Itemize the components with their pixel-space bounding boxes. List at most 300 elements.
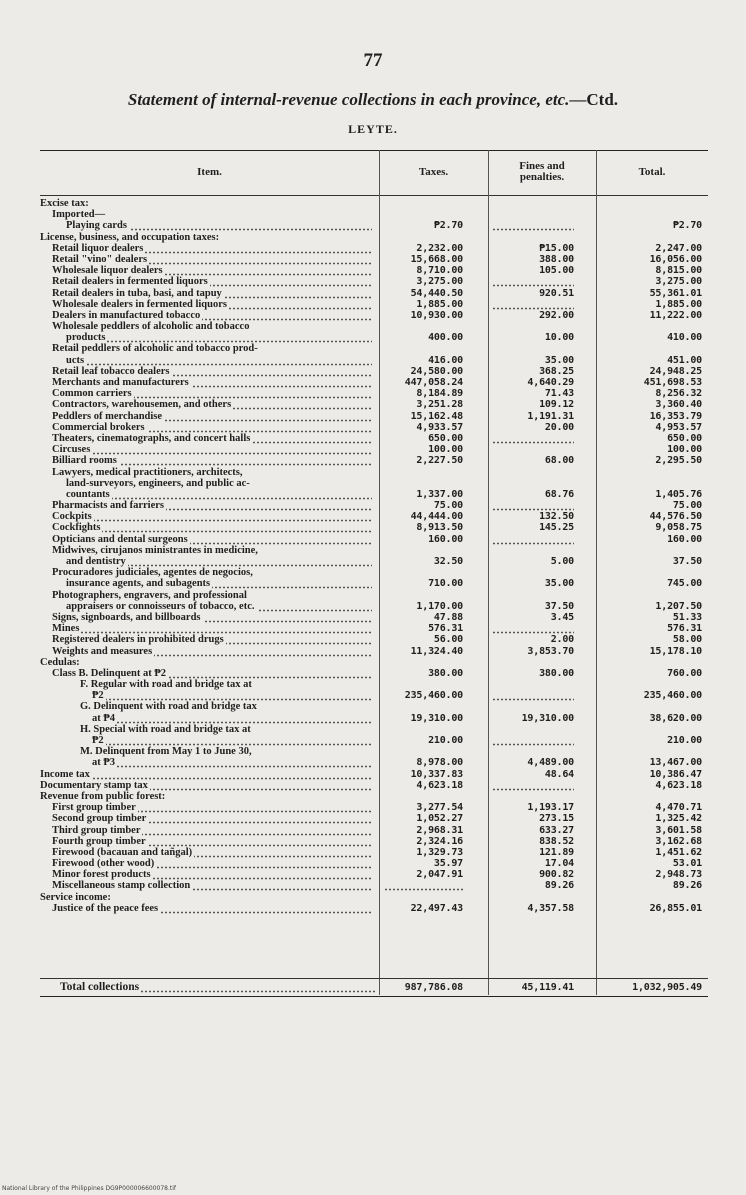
row-taxes: 3,251.28 <box>416 399 463 411</box>
row-label-cell <box>66 332 372 343</box>
row-fines: 89.26 <box>544 880 574 892</box>
row-label-cell <box>52 813 372 824</box>
row-label: countants <box>66 488 110 500</box>
row-label: Theaters, cinematographs, and concert halls <box>52 432 251 444</box>
row-total: 3,360.40 <box>655 399 702 411</box>
table-row <box>40 288 708 299</box>
row-fines: 132.50 <box>539 511 574 523</box>
table-row <box>40 198 708 209</box>
table-row <box>40 444 708 455</box>
row-total: 55,361.01 <box>649 287 702 299</box>
row-total: 44,576.50 <box>649 511 702 523</box>
table-row <box>40 780 708 791</box>
row-taxes: 15,668.00 <box>410 253 463 265</box>
table-row <box>40 646 708 657</box>
page-title <box>0 90 746 110</box>
row-taxes: 56.00 <box>433 634 463 646</box>
row-label: Wholesale liquor dealers <box>52 265 163 277</box>
row-label: Income tax <box>40 768 90 780</box>
row-label-cell <box>52 388 372 399</box>
table-row <box>40 769 708 780</box>
table-row <box>40 232 708 243</box>
row-label-cell <box>52 455 372 466</box>
row-total: 15,178.10 <box>649 645 702 657</box>
row-label-cell <box>52 343 372 354</box>
row-label: Retail leaf tobacco dealers <box>52 365 170 377</box>
row-fines: 68.76 <box>544 488 574 500</box>
row-label-cell <box>52 467 372 478</box>
table-row <box>40 657 708 668</box>
table-row <box>40 534 708 545</box>
row-total: 1,885.00 <box>655 298 702 310</box>
table-row <box>40 299 708 310</box>
row-label-cell <box>52 646 372 657</box>
row-label-cell <box>52 522 372 533</box>
table-row <box>40 511 708 522</box>
table-row <box>40 802 708 813</box>
row-taxes: 22,497.43 <box>410 902 463 914</box>
row-label-cell <box>52 310 372 321</box>
row-taxes: 8,978.00 <box>416 757 463 769</box>
row-fines: 105.00 <box>539 265 574 277</box>
row-total: 1,207.50 <box>655 600 702 612</box>
table-row <box>40 478 708 489</box>
row-label: Pharmacists and farriers <box>52 500 164 512</box>
row-fines: 20.00 <box>544 421 574 433</box>
row-label: Opticians and dental surgeons <box>52 533 188 545</box>
row-taxes: 2,227.50 <box>416 455 463 467</box>
row-fines: 838.52 <box>539 835 574 847</box>
row-fines: 17.04 <box>544 858 574 870</box>
row-fines: 37.50 <box>544 600 574 612</box>
table-row <box>40 265 708 276</box>
row-total: 760.00 <box>667 667 702 679</box>
row-label-cell <box>52 288 372 299</box>
header-fines-line1: Fines and <box>519 160 565 172</box>
row-label-cell <box>52 623 372 634</box>
table-row <box>40 567 708 578</box>
row-label-cell <box>80 679 372 690</box>
row-label-cell <box>52 880 372 891</box>
row-total: 4,953.57 <box>655 421 702 433</box>
row-label-cell <box>52 276 372 287</box>
row-label: appraisers or connoisseurs of tobacco, etc. <box>66 600 255 612</box>
header-total: Total. <box>638 165 666 178</box>
row-label: Miscellaneous stamp collection <box>52 880 191 892</box>
table-row <box>40 601 708 612</box>
row-total: 4,623.18 <box>655 779 702 791</box>
row-taxes: 650.00 <box>428 432 463 444</box>
total-label: Total collections <box>60 982 140 993</box>
row-total: 160.00 <box>667 533 702 545</box>
row-label: Peddlers of merchandise <box>52 410 163 422</box>
table-row <box>40 433 708 444</box>
row-label-cell <box>52 634 372 645</box>
row-taxes: 8,184.89 <box>416 388 463 400</box>
row-label-cell <box>66 355 372 366</box>
page-number: 77 <box>363 50 383 71</box>
row-label: F. Regular with road and bridge tax at <box>80 679 252 691</box>
row-fines: 4,640.29 <box>527 377 574 388</box>
row-taxes: 400.00 <box>428 332 463 344</box>
row-label-cell <box>52 847 372 858</box>
row-label-cell <box>52 511 372 522</box>
row-label: Documentary stamp tax <box>40 779 148 791</box>
row-label: insurance agents, and subagents <box>66 578 211 590</box>
table-row <box>40 254 708 265</box>
row-label: Retail peddlers of alcoholic and tobacco prod- <box>52 343 258 355</box>
row-total: 100.00 <box>667 444 702 456</box>
row-taxes: 8,913.50 <box>416 522 463 534</box>
row-fines <box>492 433 574 444</box>
row-label: Firewood (other wood) <box>52 858 155 870</box>
row-label: Imported— <box>52 209 106 221</box>
table-row <box>40 220 708 231</box>
row-label: Second group timber <box>52 813 147 825</box>
header-fines-line2: penalties. <box>519 171 565 183</box>
table-row <box>40 243 708 254</box>
header-taxes: Taxes. <box>418 165 449 178</box>
row-label: Common carriers <box>52 388 132 400</box>
table-row <box>40 791 708 802</box>
row-total: 53.01 <box>672 858 702 870</box>
row-fines <box>492 735 574 746</box>
row-label: Retail dealers in tuba, basi, and tapuy <box>52 287 222 299</box>
row-total: 37.50 <box>672 556 702 567</box>
row-label-cell <box>92 735 372 746</box>
row-taxes: 75.00 <box>433 500 463 512</box>
row-fines <box>492 780 574 791</box>
row-total: 2,948.73 <box>655 869 702 881</box>
table-row <box>40 679 708 690</box>
row-label-cell <box>40 198 372 209</box>
row-fines: 48.64 <box>544 768 574 780</box>
table-row <box>40 377 708 388</box>
row-taxes: 2,047.91 <box>416 869 463 881</box>
row-total: 2,295.50 <box>655 455 702 467</box>
title-suffix: —Ctd. <box>569 90 619 109</box>
table-row <box>40 276 708 287</box>
row-fines: 2.00 <box>550 634 574 646</box>
row-taxes: 1,337.00 <box>416 488 463 500</box>
row-fines: 35.00 <box>544 354 574 366</box>
row-total: ₱2.70 <box>672 220 702 232</box>
table-row <box>40 825 708 836</box>
total-label-cell <box>60 982 376 993</box>
row-total: 11,222.00 <box>649 309 702 321</box>
row-label-cell <box>52 836 372 847</box>
row-label: at ₱4 <box>92 712 116 724</box>
row-taxes: 210.00 <box>428 735 463 746</box>
row-fines: 5.00 <box>550 556 574 567</box>
row-label: Dealers in manufactured tobacco <box>52 309 201 321</box>
row-total: 650.00 <box>667 432 702 444</box>
table-row <box>40 880 708 891</box>
row-total: 4,470.71 <box>655 802 702 814</box>
row-fines: 145.25 <box>539 522 574 534</box>
row-fines <box>492 220 574 231</box>
row-label: Merchants and manufacturers <box>52 377 189 388</box>
row-taxes: 160.00 <box>428 533 463 545</box>
row-label-cell <box>52 433 372 444</box>
row-label-cell <box>52 299 372 310</box>
row-taxes: 235,460.00 <box>404 690 463 702</box>
row-label: Retail liquor dealers <box>52 242 144 254</box>
row-taxes: 3,277.54 <box>416 802 463 814</box>
row-label: and dentistry <box>66 556 126 567</box>
row-fines: 1,193.17 <box>527 802 574 814</box>
table-row <box>40 836 708 847</box>
row-label-cell <box>52 265 372 276</box>
row-total: 10,386.47 <box>649 768 702 780</box>
row-label: Registered dealers in prohibited drugs <box>52 634 224 646</box>
table-row <box>40 701 708 712</box>
row-total: 51.33 <box>672 611 702 623</box>
row-total: 9,058.75 <box>655 522 702 534</box>
row-label: Justice of the peace fees <box>52 902 159 914</box>
table-row <box>40 590 708 601</box>
row-label: Contractors, warehousemen, and others <box>52 399 232 411</box>
header-fines <box>488 152 596 192</box>
row-label: Billiard rooms <box>52 455 117 467</box>
row-total: 75.00 <box>672 500 702 512</box>
row-label-cell <box>66 556 372 567</box>
row-fines: 3.45 <box>550 611 574 623</box>
table-row <box>40 209 708 220</box>
row-label: Minor forest products <box>52 869 151 881</box>
row-fines <box>492 299 574 310</box>
row-label-cell <box>92 757 372 768</box>
row-taxes: 8,710.00 <box>416 265 463 277</box>
row-label-cell <box>52 612 372 623</box>
row-fines: 109.12 <box>539 399 574 411</box>
row-label: Class B. Delinquent at ₱2 <box>52 667 167 679</box>
row-taxes: 2,232.00 <box>416 242 463 254</box>
table-row <box>40 545 708 556</box>
table-row <box>40 623 708 634</box>
row-label: Firewood (bacauan and tañgal) <box>52 846 193 858</box>
row-taxes: 1,885.00 <box>416 298 463 310</box>
row-label-cell <box>52 590 372 601</box>
table-row <box>40 668 708 679</box>
total-total: 1,032,905.49 <box>632 982 702 993</box>
table-row <box>40 332 708 343</box>
table-row <box>40 355 708 366</box>
table-row <box>40 489 708 500</box>
row-total: 26,855.01 <box>649 902 702 914</box>
row-total: 745.00 <box>667 578 702 590</box>
table-row <box>40 321 708 332</box>
row-label-cell <box>52 422 372 433</box>
row-total: 451.00 <box>667 354 702 366</box>
row-label: Retail "vino" dealers <box>52 253 148 265</box>
table-row <box>40 612 708 623</box>
row-label: License, business, and occupation taxes: <box>40 231 220 243</box>
row-fines: 4,357.58 <box>527 902 574 914</box>
row-label-cell <box>52 377 372 388</box>
row-taxes: 11,324.40 <box>410 645 463 657</box>
table-row <box>40 724 708 735</box>
row-taxes: 35.97 <box>433 858 463 870</box>
row-label-cell <box>40 232 372 243</box>
table-row <box>40 578 708 589</box>
row-taxes <box>384 880 463 891</box>
table-row <box>40 500 708 511</box>
row-label: products <box>66 332 106 344</box>
table-row <box>40 903 708 914</box>
row-label-cell <box>80 701 372 712</box>
row-label-cell <box>52 243 372 254</box>
row-fines <box>492 500 574 511</box>
row-fines <box>492 690 574 701</box>
total-rule <box>40 978 708 979</box>
row-fines: 3,853.70 <box>527 645 574 657</box>
row-label: Service income: <box>40 891 111 903</box>
library-note: National Library of the Philippines DG9P000006600078.tif <box>2 1185 177 1192</box>
row-taxes: 3,275.00 <box>416 276 463 288</box>
row-taxes: 1,052.27 <box>416 813 463 825</box>
row-label-cell <box>52 534 372 545</box>
row-fines: ₱15.00 <box>539 242 574 254</box>
table-row <box>40 713 708 724</box>
table-row <box>40 343 708 354</box>
table-row <box>40 556 708 567</box>
row-label-cell <box>52 567 372 578</box>
table-row <box>40 746 708 757</box>
table-row <box>40 847 708 858</box>
row-label-cell <box>40 769 372 780</box>
row-label-cell <box>52 802 372 813</box>
row-total: 8,256.32 <box>655 388 702 400</box>
row-label: Commercial brokers <box>52 421 145 433</box>
table-row <box>40 735 708 746</box>
row-label-cell <box>40 892 372 903</box>
total-taxes: 987,786.08 <box>404 982 463 993</box>
row-taxes: 416.00 <box>428 354 463 366</box>
row-label: Circuses <box>52 444 91 456</box>
row-total: 576.31 <box>667 623 702 635</box>
row-label-cell <box>52 444 372 455</box>
title-main: Statement of internal-revenue collections in each province, etc. <box>127 90 570 109</box>
row-fines: 68.00 <box>544 455 574 467</box>
row-taxes: 576.31 <box>428 623 463 635</box>
row-taxes: 24,580.00 <box>410 365 463 377</box>
row-label: Wholesale peddlers of alcoholic and tobacco <box>52 321 250 333</box>
row-label: First group timber <box>52 802 136 814</box>
row-total: 3,601.58 <box>655 824 702 836</box>
row-taxes: 100.00 <box>428 444 463 456</box>
row-total: 24,948.25 <box>649 365 702 377</box>
row-total: 3,275.00 <box>655 276 702 288</box>
row-label-cell <box>66 478 372 489</box>
row-total: 410.00 <box>667 332 702 344</box>
row-label: Excise tax: <box>40 198 89 209</box>
row-taxes: 447,058.24 <box>404 377 463 388</box>
row-label-cell <box>52 399 372 410</box>
row-fines: 121.89 <box>539 846 574 858</box>
row-label: H. Special with road and bridge tax at <box>80 723 251 735</box>
table-row <box>40 634 708 645</box>
row-fines: 4,489.00 <box>527 757 574 769</box>
row-label-cell <box>66 220 372 231</box>
header-item: Item. <box>197 165 222 178</box>
row-label: ₱2 <box>92 690 104 702</box>
row-total: 1,451.62 <box>655 846 702 858</box>
row-fines: 292.00 <box>539 309 574 321</box>
table-row <box>40 757 708 768</box>
row-label-cell <box>52 254 372 265</box>
table-row <box>40 869 708 880</box>
row-label-cell <box>52 869 372 880</box>
table-body <box>40 198 708 915</box>
table-row <box>40 411 708 422</box>
row-total: 58.00 <box>672 634 702 646</box>
row-fines: 273.15 <box>539 813 574 825</box>
row-fines: 1,191.31 <box>527 410 574 422</box>
row-fines: 35.00 <box>544 578 574 590</box>
row-label-cell <box>52 500 372 511</box>
table-row <box>40 310 708 321</box>
row-label: Revenue from public forest: <box>40 790 166 802</box>
row-label: Cockfights <box>52 522 101 534</box>
row-label-cell <box>92 713 372 724</box>
row-total: 16,056.00 <box>649 253 702 265</box>
table-row <box>40 455 708 466</box>
row-taxes: 1,329.73 <box>416 846 463 858</box>
row-fines: 633.27 <box>539 824 574 836</box>
table-row <box>40 690 708 701</box>
row-fines: 380.00 <box>539 667 574 679</box>
row-label-cell <box>66 601 372 612</box>
row-fines <box>492 534 574 545</box>
total-row <box>40 982 708 995</box>
row-label: Playing cards <box>66 220 127 232</box>
row-taxes: 15,162.48 <box>410 410 463 422</box>
row-total: 2,247.00 <box>655 242 702 254</box>
row-label: M. Delinquent from May 1 to June 30, <box>80 746 252 758</box>
row-fines <box>492 276 574 287</box>
row-label: Fourth group timber <box>52 835 146 847</box>
table-row <box>40 467 708 478</box>
row-taxes: 54,440.50 <box>410 287 463 299</box>
province-heading: LEYTE. <box>348 122 398 136</box>
row-label-cell <box>40 791 372 802</box>
row-label-cell <box>66 489 372 500</box>
row-label-cell <box>80 746 372 757</box>
row-total: 89.26 <box>672 880 702 892</box>
row-label: Mines <box>52 623 80 635</box>
row-label-cell <box>40 657 372 668</box>
row-label: Signs, signboards, and billboards <box>52 611 201 623</box>
table-row <box>40 366 708 377</box>
row-total: 13,467.00 <box>649 757 702 769</box>
row-total: 1,405.76 <box>655 488 702 500</box>
table-row <box>40 422 708 433</box>
row-label: land-surveyors, engineers, and public ac- <box>66 477 250 489</box>
row-total: 235,460.00 <box>643 690 702 702</box>
row-fines: 388.00 <box>539 253 574 265</box>
row-label-cell <box>52 411 372 422</box>
row-taxes: 10,930.00 <box>410 309 463 321</box>
row-taxes: 710.00 <box>428 578 463 590</box>
row-label: Cedulas: <box>40 656 80 668</box>
row-label: ucts <box>66 354 85 366</box>
table-row <box>40 522 708 533</box>
row-taxes: 10,337.83 <box>410 768 463 780</box>
row-taxes: 4,933.57 <box>416 421 463 433</box>
row-fines <box>492 623 574 634</box>
row-label-cell <box>80 724 372 735</box>
